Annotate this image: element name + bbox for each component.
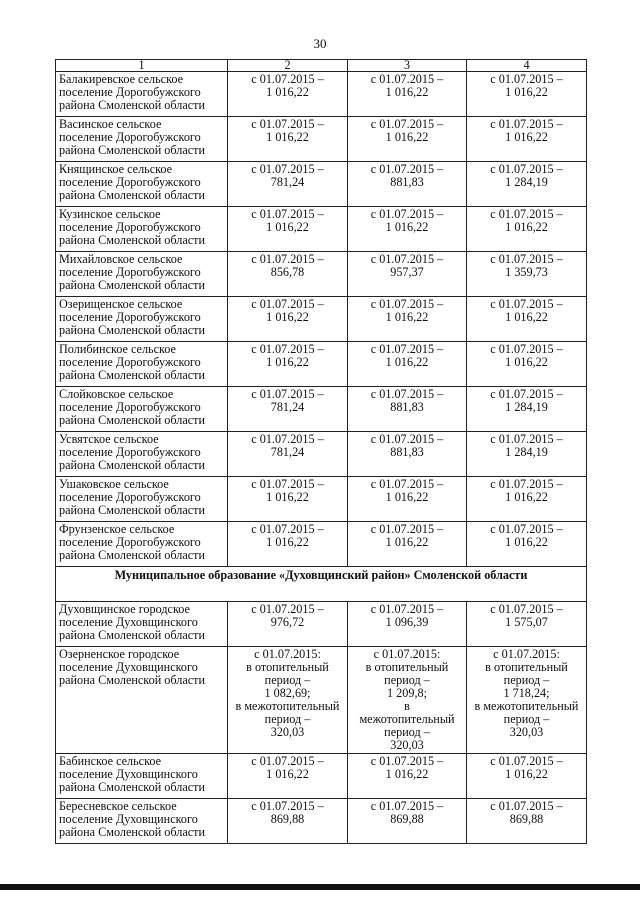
tariff-col3-cell-line: 881,83 <box>390 400 424 414</box>
settlement-name-cell <box>56 477 228 522</box>
tariff-col2-cell-line: в межотопительный <box>235 699 340 713</box>
tariff-col3-cell-line: 881,83 <box>390 445 424 459</box>
table-row <box>56 252 587 297</box>
tariff-col3-cell-line: 320,03 <box>390 738 424 752</box>
tariff-col4-cell-line: с 01.07.2015 – <box>490 754 563 768</box>
tariff-col3-cell <box>348 387 467 432</box>
tariff-col3-cell-line: с 01.07.2015 – <box>370 477 444 491</box>
tariff-col2-cell <box>228 252 348 297</box>
tariff-col2-cell <box>228 432 348 477</box>
tariff-col3-cell-line: 1 016,22 <box>385 535 429 549</box>
tariff-col2-cell-line: с 01.07.2015 – <box>251 207 324 221</box>
settlement-name-cell <box>56 754 228 799</box>
tariff-col3-cell <box>348 117 467 162</box>
tariff-col2-cell-line: с 01.07.2015 – <box>251 432 324 446</box>
table-row <box>56 117 587 162</box>
tariff-col4-cell-line: 1 016,22 <box>505 490 548 504</box>
settlement-name-cell-line: Бересневское сельское <box>59 799 177 813</box>
tariff-col2-cell <box>228 799 348 844</box>
tariff-col4-cell <box>467 602 587 647</box>
tariff-col4-cell-line: с 01.07.2015 – <box>490 387 563 401</box>
table-row <box>56 342 587 387</box>
settlement-name-cell-line: района Смоленской области <box>59 98 205 112</box>
settlement-name-cell-line: Озерищенское сельское <box>59 297 183 311</box>
tariff-col3-cell <box>348 297 467 342</box>
settlement-name-cell <box>56 799 228 844</box>
tariff-col4-cell-line: 1 016,22 <box>505 220 548 234</box>
tariff-col2-cell-line: 1 016,22 <box>266 355 309 369</box>
settlement-name-cell-line: района Смоленской области <box>59 323 205 337</box>
settlement-name-cell-line: района Смоленской области <box>59 628 205 642</box>
tariff-col2-cell-line: 1 016,22 <box>266 310 309 324</box>
tariff-col3-cell <box>348 162 467 207</box>
settlement-name-cell-line: поселение Дорогобужского <box>59 355 201 369</box>
table-row <box>56 297 587 342</box>
settlement-name-cell-line: Озерненское городское <box>59 647 180 661</box>
settlement-name-cell <box>56 117 228 162</box>
tariff-col4-cell-line: с 01.07.2015 – <box>490 342 563 356</box>
tariff-col3-cell <box>348 799 467 844</box>
tariff-col2-cell-line: в отопительный <box>246 660 329 674</box>
settlement-name-cell-line: поселение Дорогобужского <box>59 265 201 279</box>
tariff-col3-cell-line: с 01.07.2015 – <box>370 162 444 176</box>
settlement-name-cell-line: поселение Дорогобужского <box>59 85 201 99</box>
tariff-col3-cell-line: с 01.07.2015 – <box>370 342 444 356</box>
settlement-name-cell-line: района Смоленской области <box>59 368 205 382</box>
tariff-col3-cell <box>348 602 467 647</box>
tariff-col3-cell-line: с 01.07.2015 – <box>370 754 444 768</box>
tariff-col3-cell <box>348 647 467 754</box>
tariff-col2-cell <box>228 117 348 162</box>
tariff-col2-cell-line: 1 016,22 <box>266 535 309 549</box>
tariff-col2-cell-line: 1 016,22 <box>266 130 309 144</box>
settlement-name-cell-line: района Смоленской области <box>59 143 205 157</box>
tariff-col4-cell-line: в отопительный <box>485 660 568 674</box>
tariff-col2-cell-line: 320,03 <box>270 725 305 739</box>
settlement-name-cell-line: района Смоленской области <box>59 188 205 202</box>
section-row <box>56 567 587 602</box>
tariff-col4-cell-line: с 01.07.2015 – <box>490 522 563 536</box>
settlement-name-cell-line: поселение Дорогобужского <box>59 445 201 459</box>
column-header-1: 1 <box>56 60 228 72</box>
tariff-col4-cell-line: с 01.07.2015 – <box>490 602 563 616</box>
settlement-name-cell-line: Кузинское сельское <box>59 207 161 221</box>
tariff-col4-cell-line: с 01.07.2015 – <box>490 207 563 221</box>
tariff-col3-cell <box>348 72 467 117</box>
tariff-col4-cell <box>467 799 587 844</box>
tariff-col2-cell-line: период – <box>264 673 311 687</box>
tariff-col2-cell-line: с 01.07.2015 – <box>251 162 324 176</box>
tariff-col4-cell-line: 1 016,22 <box>505 85 548 99</box>
tariff-col3-cell-line: с 01.07.2015 – <box>370 297 444 311</box>
table-row <box>56 522 587 567</box>
tariff-col3-cell <box>348 342 467 387</box>
tariff-col3-cell-line: 1 016,22 <box>385 767 429 781</box>
settlement-name-cell-line: Бабинское сельское <box>59 754 162 768</box>
settlement-name-cell <box>56 647 228 754</box>
settlement-name-cell-line: поселение Духовщинского <box>59 812 198 826</box>
tariff-col3-cell-line: в <box>404 699 410 713</box>
tariff-col2-cell-line: 1 016,22 <box>266 220 309 234</box>
table-row <box>56 72 587 117</box>
tariff-col2-cell <box>228 297 348 342</box>
tariff-col3-cell-line: с 01.07.2015 – <box>370 117 444 131</box>
tariff-col3-cell-line: 1 016,22 <box>385 85 429 99</box>
tariff-col2-cell-line: с 01.07.2015 – <box>251 754 324 768</box>
tariff-col4-cell-line: 1 016,22 <box>505 355 548 369</box>
tariff-col2-cell <box>228 162 348 207</box>
settlement-name-cell <box>56 342 228 387</box>
settlement-name-cell-line: района Смоленской области <box>59 278 205 292</box>
tariff-col4-cell <box>467 477 587 522</box>
tariff-col4-cell-line: с 01.07.2015 – <box>490 477 563 491</box>
settlement-name-cell <box>56 387 228 432</box>
tariff-col2-cell-line: 781,24 <box>270 445 305 459</box>
tariff-col4-cell-line: 1 016,22 <box>505 535 548 549</box>
tariff-col3-cell <box>348 252 467 297</box>
table-row <box>56 799 587 844</box>
tariff-col4-cell-line: с 01.07.2015: <box>493 647 560 661</box>
settlement-name-cell-line: района Смоленской области <box>59 673 205 687</box>
settlement-name-cell <box>56 432 228 477</box>
settlement-name-cell-line: поселение Дорогобужского <box>59 535 201 549</box>
tariff-col2-cell-line: с 01.07.2015 – <box>251 72 324 86</box>
table-row <box>56 477 587 522</box>
tariff-col4-cell-line: 1 718,24; <box>503 686 550 700</box>
tariff-table <box>55 59 587 844</box>
tariff-col4-cell-line: 869,88 <box>509 812 544 826</box>
tariff-col4-cell <box>467 162 587 207</box>
tariff-col2-cell <box>228 477 348 522</box>
tariff-col4-cell-line: 1 284,19 <box>505 175 548 189</box>
tariff-col4-cell <box>467 297 587 342</box>
tariff-col2-cell-line: с 01.07.2015 – <box>251 602 324 616</box>
tariff-col4-cell-line: 1 575,07 <box>505 615 548 629</box>
tariff-col3-cell <box>348 432 467 477</box>
settlement-name-cell-line: поселение Духовщинского <box>59 615 198 629</box>
settlement-name-cell-line: Усвятское сельское <box>59 432 159 446</box>
tariff-col2-cell-line: 976,72 <box>270 615 305 629</box>
settlement-name-cell-line: района Смоленской области <box>59 548 205 562</box>
tariff-col2-cell-line: 781,24 <box>270 400 305 414</box>
settlement-name-cell-line: поселение Дорогобужского <box>59 130 201 144</box>
tariff-col4-cell-line: 1 016,22 <box>505 130 548 144</box>
tariff-col2-cell-line: с 01.07.2015 – <box>251 342 324 356</box>
tariff-col4-cell-line: период – <box>503 712 550 726</box>
tariff-col3-cell-line: 957,37 <box>390 265 424 279</box>
settlement-name-cell-line: Михайловское сельское <box>59 252 183 266</box>
tariff-col3-cell-line: 1 016,22 <box>385 130 429 144</box>
tariff-col4-cell-line: с 01.07.2015 – <box>490 252 563 266</box>
tariff-col3-cell-line: с 01.07.2015 – <box>370 252 444 266</box>
tariff-col4-cell-line: 320,03 <box>509 725 544 739</box>
tariff-col2-cell-line: с 01.07.2015 – <box>251 477 324 491</box>
column-header-2: 2 <box>228 60 348 72</box>
tariff-col4-cell-line: с 01.07.2015 – <box>490 432 563 446</box>
tariff-col3-cell-line: с 01.07.2015 – <box>370 432 444 446</box>
settlement-name-cell-line: поселение Духовщинского <box>59 767 198 781</box>
tariff-col4-cell-line: с 01.07.2015 – <box>490 162 563 176</box>
tariff-col4-cell <box>467 432 587 477</box>
tariff-col4-cell-line: с 01.07.2015 – <box>490 297 563 311</box>
tariff-col3-cell-line: с 01.07.2015 – <box>370 72 444 86</box>
settlement-name-cell-line: района Смоленской области <box>59 780 205 794</box>
tariff-col2-cell-line: с 01.07.2015 – <box>251 522 324 536</box>
tariff-col4-cell-line: период – <box>503 673 550 687</box>
table-row <box>56 162 587 207</box>
tariff-col4-cell <box>467 207 587 252</box>
tariff-col4-cell-line: 1 284,19 <box>505 400 548 414</box>
tariff-col2-cell-line: 1 016,22 <box>266 490 309 504</box>
tariff-col2-cell-line: 869,88 <box>270 812 305 826</box>
table-row <box>56 432 587 477</box>
tariff-col3-cell-line: с 01.07.2015 – <box>370 799 444 813</box>
settlement-name-cell <box>56 207 228 252</box>
tariff-col3-cell <box>348 477 467 522</box>
tariff-col4-cell <box>467 72 587 117</box>
table-row <box>56 602 587 647</box>
bottom-rule <box>0 884 640 890</box>
tariff-col4-cell-line: 1 284,19 <box>505 445 548 459</box>
tariff-col3-cell-line: период – <box>384 673 430 687</box>
tariff-col4-cell <box>467 522 587 567</box>
tariff-col3-cell-line: период – <box>384 725 430 739</box>
settlement-name-cell-line: поселение Дорогобужского <box>59 220 201 234</box>
settlement-name-cell-line: поселение Духовщинского <box>59 660 198 674</box>
tariff-col2-cell <box>228 602 348 647</box>
table-row <box>56 387 587 432</box>
table-row <box>56 647 587 754</box>
settlement-name-cell-line: поселение Дорогобужского <box>59 175 201 189</box>
tariff-col2-cell-line: с 01.07.2015: <box>254 647 321 661</box>
settlement-name-cell <box>56 72 228 117</box>
settlement-name-cell-line: Княщинское сельское <box>59 162 173 176</box>
tariff-col3-cell-line: с 01.07.2015 – <box>370 602 444 616</box>
column-header-3: 3 <box>348 60 467 72</box>
header-row <box>56 60 587 72</box>
tariff-col3-cell-line: в отопительный <box>365 660 449 674</box>
tariff-col2-cell-line: с 01.07.2015 – <box>251 799 324 813</box>
tariff-col3-cell-line: 1 016,22 <box>385 490 429 504</box>
tariff-col2-cell-line: 856,78 <box>270 265 305 279</box>
tariff-col4-cell <box>467 387 587 432</box>
tariff-col2-cell <box>228 522 348 567</box>
tariff-col3-cell-line: 1 016,22 <box>385 310 429 324</box>
settlement-name-cell-line: Балакиревское сельское <box>59 72 184 86</box>
tariff-col3-cell-line: 1 016,22 <box>385 355 429 369</box>
settlement-name-cell-line: поселение Дорогобужского <box>59 310 201 324</box>
table-row <box>56 754 587 799</box>
settlement-name-cell-line: поселение Дорогобужского <box>59 400 201 414</box>
tariff-col2-cell <box>228 72 348 117</box>
tariff-col2-cell-line: 1 016,22 <box>266 767 309 781</box>
tariff-col4-cell <box>467 647 587 754</box>
tariff-col4-cell-line: 1 016,22 <box>505 767 548 781</box>
tariff-col2-cell <box>228 342 348 387</box>
settlement-name-cell-line: Слойковское сельское <box>59 387 174 401</box>
tariff-col3-cell-line: с 01.07.2015 – <box>370 207 444 221</box>
tariff-col3-cell-line: 881,83 <box>390 175 424 189</box>
settlement-name-cell <box>56 522 228 567</box>
tariff-col4-cell-line: в межотопительный <box>474 699 579 713</box>
settlement-name-cell-line: Духовщинское городское <box>59 602 190 616</box>
tariff-col3-cell <box>348 207 467 252</box>
tariff-col3-cell-line: с 01.07.2015 – <box>370 522 444 536</box>
column-header-4: 4 <box>467 60 587 72</box>
tariff-col2-cell-line: с 01.07.2015 – <box>251 387 324 401</box>
tariff-col4-cell-line: 1 016,22 <box>505 310 548 324</box>
tariff-col4-cell-line: с 01.07.2015 – <box>490 117 563 131</box>
tariff-col3-cell-line: 1 016,22 <box>385 220 429 234</box>
tariff-col3-cell-line: 1 209,8; <box>387 686 427 700</box>
settlement-name-cell-line: района Смоленской области <box>59 825 205 839</box>
tariff-col2-cell-line: 1 016,22 <box>266 85 309 99</box>
tariff-col2-cell <box>228 207 348 252</box>
table-body <box>56 72 587 844</box>
tariff-col3-cell-line: с 01.07.2015 – <box>370 387 444 401</box>
settlement-name-cell-line: Полибинское сельское <box>59 342 176 356</box>
tariff-col4-cell <box>467 754 587 799</box>
tariff-col2-cell <box>228 647 348 754</box>
tariff-col4-cell <box>467 252 587 297</box>
section-title: Муниципальное образование «Духовщинский район» Смоленской области <box>56 567 587 602</box>
settlement-name-cell-line: поселение Дорогобужского <box>59 490 201 504</box>
settlement-name-cell <box>56 252 228 297</box>
page-number: 30 <box>313 36 327 51</box>
settlement-name-cell <box>56 297 228 342</box>
tariff-col4-cell-line: 1 359,73 <box>505 265 548 279</box>
tariff-col2-cell-line: с 01.07.2015 – <box>251 297 324 311</box>
tariff-col2-cell-line: 1 082,69; <box>264 686 311 700</box>
tariff-col4-cell <box>467 117 587 162</box>
tariff-col3-cell-line: межотопительный <box>359 712 455 726</box>
settlement-name-cell-line: Фрунзенское сельское <box>59 522 175 536</box>
tariff-col3-cell <box>348 754 467 799</box>
tariff-col4-cell-line: с 01.07.2015 – <box>490 799 563 813</box>
table-row <box>56 207 587 252</box>
tariff-col2-cell-line: с 01.07.2015 – <box>251 117 324 131</box>
settlement-name-cell-line: района Смоленской области <box>59 458 205 472</box>
tariff-col3-cell-line: 1 096,39 <box>385 615 429 629</box>
tariff-col4-cell-line: с 01.07.2015 – <box>490 72 563 86</box>
settlement-name-cell-line: района Смоленской области <box>59 503 205 517</box>
settlement-name-cell-line: Васинское сельское <box>59 117 162 131</box>
tariff-col2-cell <box>228 387 348 432</box>
tariff-col2-cell-line: период – <box>264 712 311 726</box>
tariff-col2-cell <box>228 754 348 799</box>
tariff-col4-cell <box>467 342 587 387</box>
tariff-col3-cell-line: 869,88 <box>390 812 424 826</box>
tariff-col3-cell-line: с 01.07.2015: <box>373 647 441 661</box>
tariff-col2-cell-line: с 01.07.2015 – <box>251 252 324 266</box>
settlement-name-cell-line: района Смоленской области <box>59 413 205 427</box>
tariff-col2-cell-line: 781,24 <box>270 175 305 189</box>
settlement-name-cell <box>56 602 228 647</box>
settlement-name-cell <box>56 162 228 207</box>
settlement-name-cell-line: Ушаковское сельское <box>59 477 169 491</box>
tariff-col3-cell <box>348 522 467 567</box>
settlement-name-cell-line: района Смоленской области <box>59 233 205 247</box>
